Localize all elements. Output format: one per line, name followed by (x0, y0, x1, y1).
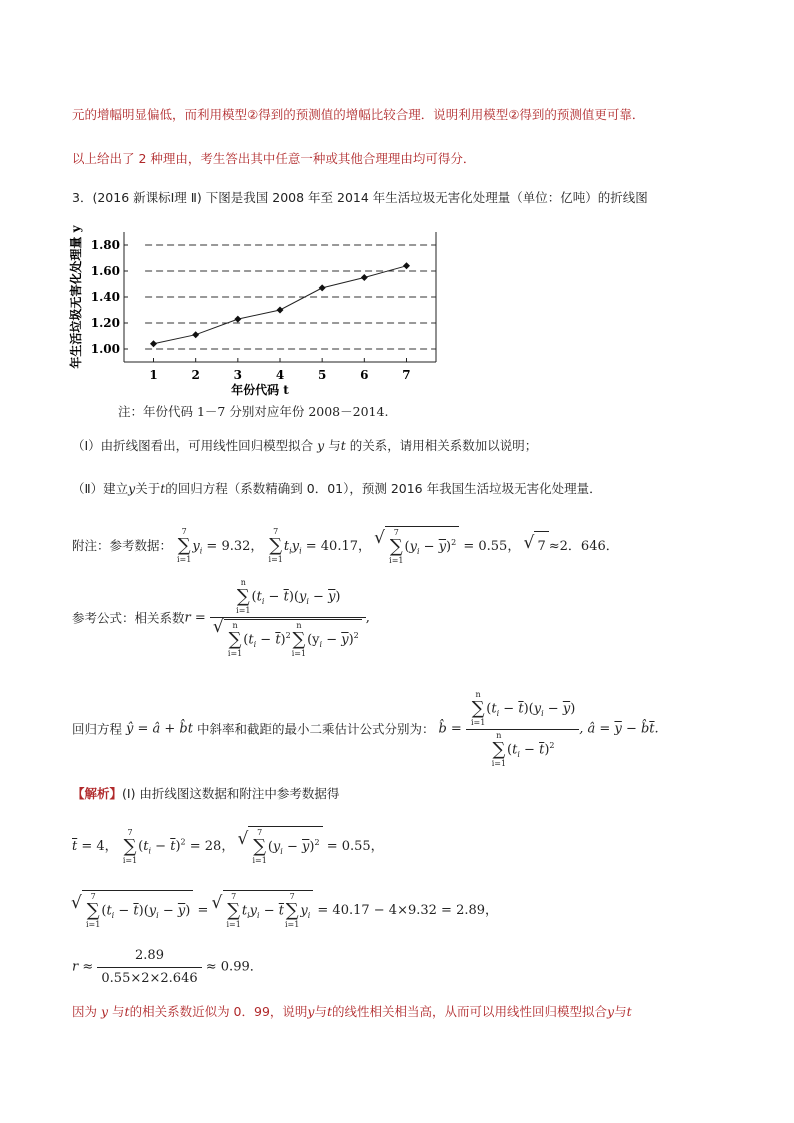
chart-data-point (234, 316, 241, 323)
q1-text-a: （Ⅰ）由折线图看出，可用线性回归模型拟合 (72, 438, 314, 453)
solution-step-1: $\overline{t} = 4$， 7 ∑ i=1 $(t_i - \overline{t})^2 = 28$， √ 7 ∑ i=1 $(y_i - \overline{y})^2 = 0.55$， (72, 826, 384, 867)
r-value: ≈ 0.99 (205, 959, 250, 975)
formula-label: 参考公式：相关系数 (72, 610, 185, 626)
chart-x-tick-label: 5 (317, 368, 327, 382)
chart-y-tick-label: 1.40 (90, 290, 120, 304)
regression-formula: 回归方程 ŷ = â + b̂t 中斜率和截距的最小二乘估计公式分别为： b̂ = n ∑ i=1 $(t_i - \overline{t})(y_i - \overline{y})$ n ∑ i=1 $(t_i - \overline{t})^2$ , â = $\overline{y}$ − $b̂\overline{t}$. (72, 690, 659, 768)
chart-note: 注：年份代码 1－7 分别对应年份 2008－2014. (118, 404, 389, 419)
chart-data-point (150, 340, 157, 347)
correlation-formula: 参考公式：相关系数r = n ∑ i=1 $(t_i - \overline{t})(y_i - \overline{y})$ √ n ∑ i=1 $(t_i - \overline{t})^2$ n ∑ i=1 $(y_i - \overline{y})^2$ , (72, 578, 370, 659)
step2-value: = 40.17 − 4×9.32 = 2.89 (317, 903, 486, 919)
q1-text-c: 的关系，请用相关系数加以说明； (349, 438, 538, 453)
r-denominator: 0.55×2×2.646 (101, 971, 198, 986)
chart-data-point (319, 284, 326, 291)
chart-x-tick-label: 3 (233, 368, 243, 382)
line-chart (66, 222, 446, 422)
reg-mid-text: 中斜率和截距的最小二乘估计公式分别为： (196, 721, 435, 737)
chart-data-point (192, 331, 199, 338)
chart-y-axis-label-text: 年生活垃圾无害化处理量 y (69, 225, 83, 369)
chart-x-axis-label: 年份代码 t (231, 383, 289, 397)
chart-x-tick-label: 6 (360, 368, 369, 382)
step1-value: = 4 (81, 839, 105, 855)
chart-y-axis-label (68, 224, 83, 368)
solution-step-3: r ≈ $\frac{2.89}{0.55\times 2\times 2.646}$ ≈ 0.99． (72, 946, 263, 989)
question-3-stem: 3．(2016 新课标Ⅰ理 Ⅱ) 下图是我国 2008 年至 2014 年生活垃圾无害化处理量（单位：亿吨）的折线图 (72, 190, 648, 205)
note-value-4: ≈2．646． (548, 538, 619, 554)
solution-heading (72, 785, 339, 803)
scoring-note: 以上给出了 2 种理由，考生答出其中任意一种或其他合理理由均可得分． (72, 151, 476, 166)
chart-series-line (154, 266, 407, 344)
question-part-1: （Ⅰ）由折线图看出，可用线性回归模型拟合 y 与t 的关系，请用相关系数加以说明； (72, 438, 538, 453)
note-value-2: = 40.17 (305, 538, 359, 554)
question-part-2: （Ⅱ）建立y关于t的回归方程（系数精确到 0．01），预测 2016 年我国生活垃圾无害化处理量． (72, 481, 602, 496)
q2-text-b: 关于 (135, 481, 161, 496)
chart-x-tick-label: 2 (191, 368, 200, 382)
solution-tag: 【解析】 (72, 786, 123, 801)
q2-text-a: （Ⅱ）建立 (72, 481, 129, 496)
r-numerator: 2.89 (97, 946, 201, 968)
reg-label: 回归方程 (72, 721, 123, 737)
reference-data: 附注：参考数据： 7 ∑ i=1 $y_i = 9.32$， 7 ∑ i=1 $t_iy_i = 40.17$， √ 7 ∑ i=1 $(y_i - \overline{y})^2 = 0.55$， √ 7 ≈2．646． (72, 526, 619, 566)
note-label: 附注：参考数据： (72, 538, 173, 554)
chart-data-point (403, 262, 410, 269)
chart-y-tick-label: 1.20 (90, 316, 120, 330)
q1-text-b: 与 (328, 438, 341, 453)
chart-x-tick-label: 1 (149, 368, 158, 382)
q2-text-c: 的回归方程（系数精确到 0．01），预测 2016 年我国生活垃圾无害化处理量． (165, 481, 602, 496)
chart-y-tick-label: 1.80 (90, 238, 120, 252)
note-value-1: = 9.32 (206, 538, 251, 554)
solution-step-2: √ 7 ∑ i=1 $(t_i - \overline{t})(y_i - \overline{y})$ = √ 7 ∑ i=1 $t_iy_i - \overline{t}$ 7 ∑ i=1 $y_i = 40.17 - 4\times 9.32 = 2.89$， (72, 890, 498, 931)
chart-y-tick-label: 1.60 (90, 264, 120, 278)
chart-data-point (361, 274, 368, 281)
step1-value-3: = 0.55 (326, 839, 371, 855)
chart-x-tick-label: 7 (402, 368, 411, 382)
note-value-3: = 0.55 (463, 538, 508, 554)
solution-text: (Ⅰ) 由折线图这数据和附注中参考数据得 (122, 786, 340, 801)
continued-text-line: 元的增幅明显偏低，而利用模型②得到的预测值的增幅比较合理．说明利用模型②得到的预测值更可靠． (72, 107, 645, 122)
chart-y-tick-label: 1.00 (90, 342, 120, 356)
conclusion-line: 因为 y 与t的相关系数近似为 0．99，说明y与t的线性相关相当高，从而可以用线性回归模型拟合y与t (72, 1004, 632, 1019)
chart-x-tick-label: 4 (275, 368, 285, 382)
chart-data-point (277, 307, 284, 314)
step1-value-2: = 28 (189, 839, 222, 855)
